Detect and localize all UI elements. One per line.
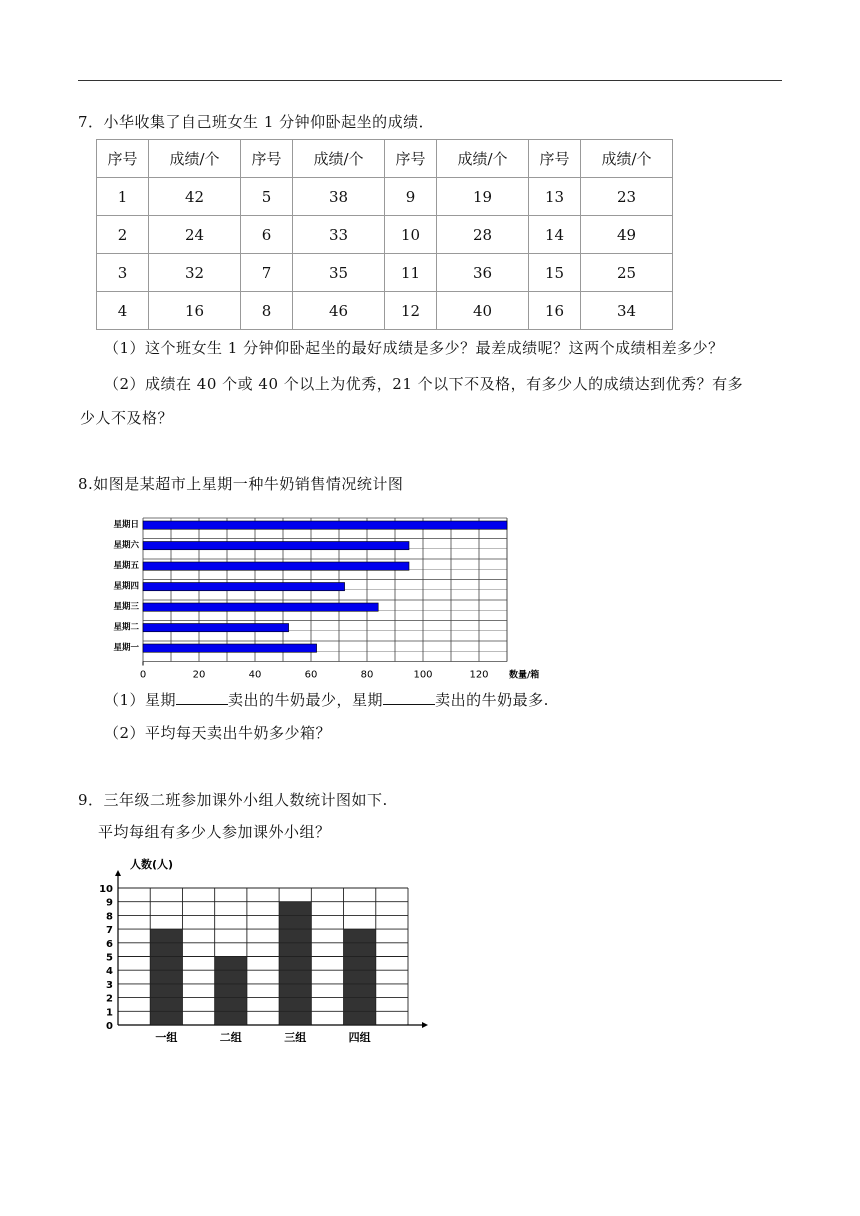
category-label: 星期五 xyxy=(113,561,139,571)
q8-sub1-part-c: 卖出的牛奶最多. xyxy=(435,691,549,709)
bar-星期一 xyxy=(143,644,317,652)
table-row xyxy=(97,216,673,254)
y-tick-label: 9 xyxy=(106,897,113,909)
table-cell: 7 xyxy=(241,254,293,292)
q9-question: 平均每组有多少人参加课外小组？ xyxy=(98,823,331,841)
table-cell: 12 xyxy=(385,292,437,330)
bar-一组 xyxy=(150,929,182,1025)
category-label: 星期四 xyxy=(113,581,139,592)
table-cell: 16 xyxy=(529,292,581,330)
y-tick-label: 2 xyxy=(106,993,113,1005)
table-row xyxy=(97,292,673,330)
table-cell: 5 xyxy=(241,178,293,216)
y-tick-label: 7 xyxy=(106,925,113,937)
bar-星期五 xyxy=(143,562,409,570)
bar-星期三 xyxy=(143,603,378,611)
table-cell: 2 xyxy=(97,216,149,254)
y-tick-label: 10 xyxy=(99,884,113,895)
table-cell: 25 xyxy=(581,254,673,292)
table-header-cell: 序号 xyxy=(529,140,581,178)
q8-sub2: （2）平均每天卖出牛奶多少箱？ xyxy=(104,724,332,742)
x-tick-label: 40 xyxy=(248,669,262,681)
table-cell: 32 xyxy=(149,254,241,292)
table-header-row xyxy=(97,140,673,178)
bar-星期六 xyxy=(143,542,409,550)
table-cell: 49 xyxy=(581,216,673,254)
q7-sub2-line2: 少人不及格？ xyxy=(80,409,174,427)
table-cell: 10 xyxy=(385,216,437,254)
table-header-cell: 成绩/个 xyxy=(437,140,529,178)
table-cell: 6 xyxy=(241,216,293,254)
bar-星期二 xyxy=(143,624,289,632)
table-cell: 23 xyxy=(581,178,673,216)
y-tick-label: 6 xyxy=(106,938,113,950)
table-cell: 35 xyxy=(293,254,385,292)
x-tick-label: 120 xyxy=(469,669,489,681)
answer-blank-most[interactable] xyxy=(383,690,435,705)
x-axis-arrow xyxy=(422,1022,428,1028)
table-header-cell: 成绩/个 xyxy=(293,140,385,178)
table-cell: 8 xyxy=(241,292,293,330)
table-cell: 34 xyxy=(581,292,673,330)
category-label: 星期三 xyxy=(113,602,139,612)
table-cell: 16 xyxy=(149,292,241,330)
category-label: 二组 xyxy=(219,1031,242,1044)
q8-title: 8.如图是某超市上星期一种牛奶销售情况统计图 xyxy=(78,475,404,493)
q8-sub1-part-a: （1）星期 xyxy=(104,691,177,709)
table-cell: 46 xyxy=(293,292,385,330)
table-cell: 24 xyxy=(149,216,241,254)
q8-sub1-part-b: 卖出的牛奶最少，星期 xyxy=(228,691,384,709)
y-tick-label: 1 xyxy=(106,1007,113,1019)
header-rule xyxy=(78,80,782,81)
table-header-cell: 序号 xyxy=(97,140,149,178)
y-tick-label: 0 xyxy=(106,1021,113,1032)
table-cell: 13 xyxy=(529,178,581,216)
table-header-cell: 成绩/个 xyxy=(149,140,241,178)
group-count-bar-chart xyxy=(96,854,436,1050)
y-axis-label: 人数(人) xyxy=(130,858,174,871)
score-table xyxy=(96,139,673,330)
q7-sub1: （1）这个班女生 1 分钟仰卧起坐的最好成绩是多少？最差成绩呢？这两个成绩相差多少？ xyxy=(104,339,724,357)
q7-title: 7．小华收集了自己班女生 1 分钟仰卧起坐的成绩． xyxy=(78,113,435,131)
category-label: 一组 xyxy=(155,1031,178,1044)
y-tick-label: 3 xyxy=(106,979,113,991)
table-cell: 11 xyxy=(385,254,437,292)
table-header-cell: 序号 xyxy=(385,140,437,178)
table-cell: 1 xyxy=(97,178,149,216)
bar-三组 xyxy=(279,902,311,1025)
bar-四组 xyxy=(344,929,376,1025)
table-cell: 33 xyxy=(293,216,385,254)
y-tick-label: 4 xyxy=(106,966,113,978)
table-cell: 9 xyxy=(385,178,437,216)
y-axis-arrow xyxy=(115,870,121,876)
x-tick-label: 80 xyxy=(360,669,374,681)
table-header-cell: 序号 xyxy=(241,140,293,178)
x-tick-label: 20 xyxy=(192,669,206,681)
table-cell: 36 xyxy=(437,254,529,292)
bar-二组 xyxy=(215,957,247,1026)
table-row xyxy=(97,178,673,216)
table-cell: 42 xyxy=(149,178,241,216)
x-axis-label: 数量/箱 xyxy=(509,670,540,681)
q7-sub2-line1: （2）成绩在 40 个或 40 个以上为优秀，21 个以下不及格，有多少人的成绩达到优秀？有多 xyxy=(104,375,744,393)
table-cell: 4 xyxy=(97,292,149,330)
category-label: 星期二 xyxy=(113,622,139,633)
table-cell: 40 xyxy=(437,292,529,330)
category-label: 四组 xyxy=(348,1031,371,1044)
y-tick-label: 5 xyxy=(106,952,113,964)
y-tick-label: 8 xyxy=(106,911,113,923)
table-cell: 38 xyxy=(293,178,385,216)
table-row xyxy=(97,254,673,292)
answer-blank-least[interactable] xyxy=(176,690,228,705)
table-cell: 3 xyxy=(97,254,149,292)
q9-title: 9．三年级二班参加课外小组人数统计图如下. xyxy=(78,791,388,809)
category-label: 三组 xyxy=(284,1031,307,1044)
q8-sub1 xyxy=(104,690,549,710)
table-cell: 15 xyxy=(529,254,581,292)
category-label: 星期一 xyxy=(113,643,139,653)
category-label: 星期日 xyxy=(113,520,139,530)
x-tick-label: 60 xyxy=(304,669,318,681)
x-tick-label: 0 xyxy=(139,669,147,681)
table-cell: 28 xyxy=(437,216,529,254)
bar-星期四 xyxy=(143,583,345,591)
table-cell: 14 xyxy=(529,216,581,254)
x-tick-label: 100 xyxy=(413,669,433,681)
table-cell: 19 xyxy=(437,178,529,216)
bar-星期日 xyxy=(143,521,507,529)
milk-sales-bar-chart xyxy=(100,510,570,682)
category-label: 星期六 xyxy=(113,540,139,551)
table-header-cell: 成绩/个 xyxy=(581,140,673,178)
